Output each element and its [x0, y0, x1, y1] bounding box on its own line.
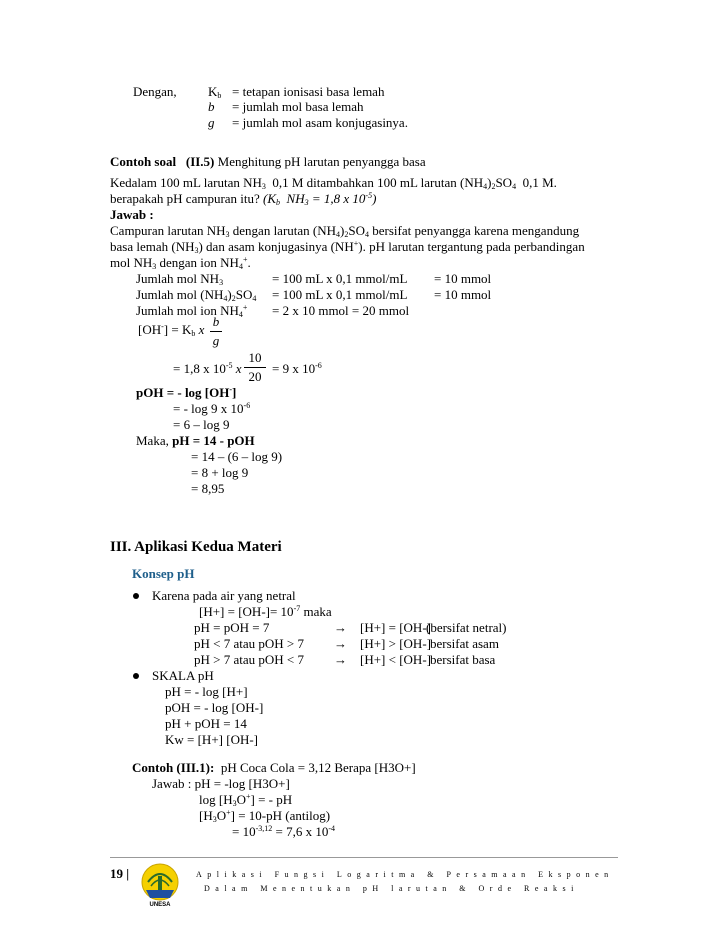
- rule-acid-relation: [H+] > [OH-]: [360, 636, 431, 651]
- explanation-line-2: basa lemah $(NH_3)$ dan asam konjugasinya (NH+). pH larutan tergantung pada perbandingan: [110, 239, 585, 255]
- scale-ph: pH = - log [H+]: [165, 684, 248, 699]
- bullet-icon: [133, 673, 139, 679]
- scale-kw: Kw = [H+] [OH-]: [165, 732, 258, 747]
- bullet-neutral-water: Karena pada air yang netral: [152, 588, 296, 603]
- b-description: = jumlah mol basa lemah: [232, 99, 364, 114]
- rule-base-label: bersifat basa: [430, 652, 496, 667]
- mol-nh3-label: Jumlah mol $NH_3$: [136, 271, 224, 287]
- section-heading: III. Aplikasi Kedua Materi: [110, 539, 282, 555]
- kb-symbol: $K_b$: [208, 84, 222, 100]
- section-subheading: Konsep pH: [132, 566, 195, 581]
- ph-step-3: = 8 + log 9: [191, 465, 249, 480]
- oh-formula: $[OH^-] = K_b$ x: [138, 322, 205, 338]
- rule-acid-label: bersifat asam: [430, 636, 499, 651]
- rule-acid-condition: pH < 7 atau pOH > 7: [194, 636, 304, 651]
- mol-ion-label: Jumlah mol ion $NH_4^+$: [136, 303, 248, 319]
- explanation-line-3: mol $NH_3$ dengan ion $NH_4^+$.: [110, 255, 251, 271]
- fraction-b-over-g: b g: [210, 314, 222, 349]
- oh-calculation: = 1,8 x $10^{-5}$ x: [173, 361, 242, 376]
- ph-step-2: = 14 – (6 – log 9): [191, 449, 283, 464]
- explanation-line-1: Campuran larutan $NH_3$ dengan larutan $(NH_4)_2SO_4$ bersifat penyangga karena mengandung: [110, 223, 580, 239]
- g-description: = jumlah mol asam konjugasinya.: [232, 115, 408, 130]
- poh-step-2: = - log 9 x $10^{-6}$: [173, 401, 251, 416]
- fraction-10-over-20: 10 20: [244, 350, 266, 385]
- poh-label: pOH = - log [OH-]: [136, 385, 237, 400]
- answer-step-2: $[H_3O^+] = 10-pH$ (antilog): [199, 808, 331, 824]
- definitions-lead: Dengan,: [133, 84, 177, 99]
- scale-poh: pOH = - log [OH-]: [165, 700, 264, 715]
- arrow-icon: →: [334, 652, 347, 667]
- page-number: 19 |: [110, 866, 130, 881]
- ph-result: = 8,95: [191, 481, 225, 496]
- rule-neutral-label: (bersifat netral): [426, 620, 507, 635]
- mol-nh3-calc: = 100 mL x 0,1 mmol/mL: [272, 271, 408, 286]
- mol-salt-calc: = 100 mL x 0,1 mmol/mL: [272, 287, 408, 302]
- mol-nh3-result: = 10 mmol: [434, 271, 492, 286]
- kb-description: = tetapan ionisasi basa lemah: [232, 84, 385, 99]
- arrow-icon: →: [334, 636, 347, 651]
- university-logo: UNESA: [140, 862, 180, 916]
- oh-result: = 9 x $10^{-6}$: [272, 361, 322, 376]
- footer-line-1: Aplikasi Fungsi Logaritma & Persamaan Eksponen: [196, 870, 614, 879]
- rule-neutral-condition: pH = pOH = 7: [194, 620, 270, 635]
- scale-sum: pH + pOH = 14: [165, 716, 247, 731]
- example-iii1: Contoh (III.1): pH Coca Cola = 3,12 Berapa [H3O+]: [132, 760, 416, 775]
- rule-base-relation: [H+] < [OH-]: [360, 652, 431, 667]
- footer-rule: [110, 857, 618, 858]
- rule-base-condition: pH > 7 atau pOH < 7: [194, 652, 304, 667]
- mol-ion-calc: = 2 x 10 mmol = 20 mmol: [272, 303, 410, 318]
- answer-step-3: = $10^{-3,12} = 7,6$ x $10^{-4}$: [232, 824, 336, 839]
- rule-neutral-relation: [H+] = [OH-]: [360, 620, 431, 635]
- example-iii1-answer: Jawab : pH = -log [H3O+]: [152, 776, 290, 791]
- bullet-icon: [133, 593, 139, 599]
- g-symbol: g: [208, 115, 215, 130]
- neutral-equation: $[H+] = [OH-]= 10^{-7}$ maka: [199, 604, 332, 619]
- footer-line-2: Dalam Menentukan pH larutan & Orde Reaksi: [204, 884, 579, 893]
- example-title: Contoh soal (II.5) Menghitung pH larutan penyangga basa: [110, 154, 426, 169]
- mol-salt-result: = 10 mmol: [434, 287, 492, 302]
- ph-label: Maka, pH = 14 - pOH: [136, 433, 255, 448]
- answer-label: Jawab :: [110, 207, 154, 222]
- mol-salt-label: Jumlah mol $(NH_4)_2SO_4$: [136, 287, 257, 303]
- bullet-scale: SKALA pH: [152, 668, 214, 683]
- answer-step-1: $\log [H_3O^+]$ = - pH: [199, 792, 293, 808]
- problem-line-2: berapakah pH campuran itu? ($K_b$ $NH_3 = 1,8$ x $10^{-5}$): [110, 191, 377, 207]
- poh-step-3: = 6 – log 9: [173, 417, 230, 432]
- arrow-icon: →: [334, 620, 347, 635]
- problem-line-1: Kedalam 100 mL larutan $NH_3$ 0,1 M ditambahkan 100 mL larutan $(NH_4)_2SO_4$ 0,1 M.: [110, 175, 557, 191]
- b-symbol: b: [208, 99, 215, 114]
